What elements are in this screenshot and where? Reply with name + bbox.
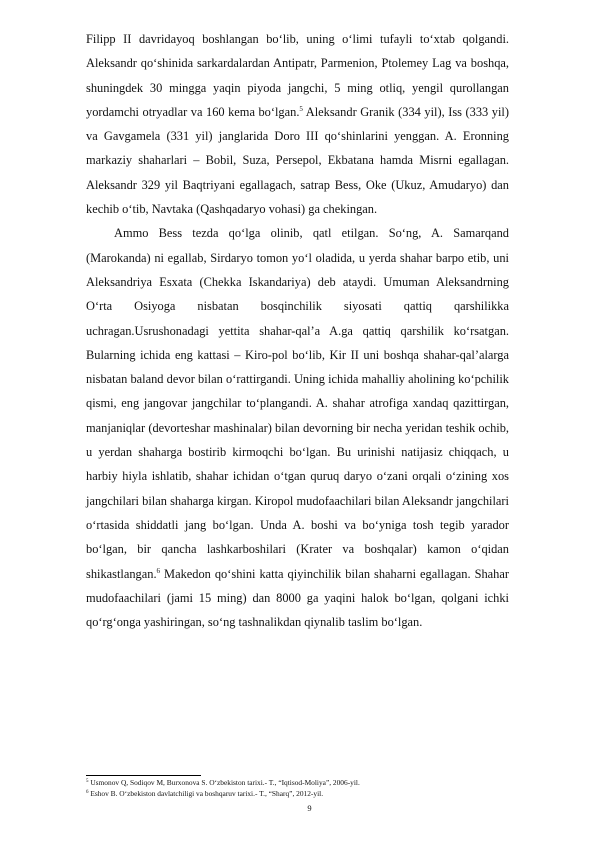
body-text [86,27,509,634]
paragraph-2-text-a: Ammo Bess tezda qo‘lga olinib, qatl etilgan. So‘ng, A. Samarqand (Marokanda) ni egallab, Sirdaryo tomon yo‘l oladida, u yerda shahar barpo etib, uni Aleksandriya Esxata (Chekka Iskandariya) deb ataydi. Umuman Aleksandrning O‘rta Osiyoga nisbatan bosqinchilik siyosati qattiq qarshilikka uchragan.Usrushonadagi yettita shahar-qal’a A.ga qattiq qarshilik ko‘rsatgan. Bularning ichida eng kattasi – Kiro-pol bo‘lib, Kir II uni boshqa shahar-qal’alarga nisbatan baland devor bilan o‘rattirgandi. Uning ichida mahalliy aholining ko‘pchilik qismi, eng jangovar jangchilar to‘plangandi. A. shahar atrofiga xandaq qazittirgan, manjaniqlar (devorteshar mashinalar) bilan devorning bir necha yeridan teshik ochib, u yerdan shaharga bostirib kirmoqchi bo‘lgan. Bu urinishi natijasiz chiqqach, u harbiy hiyla ishlatib, shahar ichidan o‘tgan quruq daryo o‘zani orqali o‘zining xos jangchilari bilan shaharga kirgan. Kiropol mudofaachilari bilan Aleksandr jangchilari o‘rtasida shiddatli jang bo‘lgan. Unda A. boshi va bo‘yniga tosh tegib yarador bo‘lgan, bir qancha lashkarboshilari (Krater va boshqalar) kamon o‘qidan shikastlangan. [86,226,509,581]
paragraph-1-text-b: Aleksandr Granik (334 yil), Iss (333 yil) va Gavgamela (331 yil) janglarida Doro III qo‘shinlarini yenggan. A. Eronning markaziy shaharlari – Bobil, Suza, Persepol, Ekbatana hamda Misrni egallagan. Aleksandr 329 yil Baqtriyani egallagach, satrap Bess, Oke (Ukuz, Amudaryo) dan kechib o‘tib, Navtaka (Qashqadaryo vohasi) ga chekingan. [86,104,509,217]
footnote-ref-5: 5 [299,104,303,113]
footnote-6 [86,789,516,800]
paragraph-1-text-a: Filipp II davridayoq boshlangan bo‘lib, uning o‘limi tufayli to‘xtab qolgandi. Aleksandr qo‘shinida sarkardalardan Antipatr, Parmenion, Ptolemey Lag va boshqa, shuningdek 30 mingga yaqin piyoda jangchi, 5 ming otliq, yengil qurollangan yordamchi otryadlar va 160 kema bo‘lgan. [86,32,509,119]
footnotes [86,778,516,800]
footnote-5-number: 5 [86,779,89,784]
footnote-5-text: Usmonov Q, Sodiqov M, Burxonova S. O‘zbekiston tarixi.- T., “Iqtisod-Moliya”, 2006-yil. [88,778,360,787]
footnote-6-number: 6 [86,789,89,795]
footnote-5 [86,778,516,789]
footnote-separator [86,775,201,776]
page-number: 9 [307,803,312,813]
paragraph-2-text-b: Makedon qo‘shini katta qiyinchilik bilan shaharni egallagan. Shahar mudofaachilari (jami 15 ming) dan 8000 ga yaqini halok bo‘lgan, qolgani ichki qo‘rg‘onga yashiringan, so‘ng tashnalikdan qiynalib taslim bo‘lgan. [86,566,509,630]
paragraph-1 [86,27,509,221]
footnote-ref-6: 6 [156,566,161,575]
footnote-6-text: Eshov B. O‘zbekiston davlatchiligi va boshqaruv tarixi.- T., “Sharq”, 2012-yil. [88,788,324,798]
paragraph-2 [86,221,509,634]
